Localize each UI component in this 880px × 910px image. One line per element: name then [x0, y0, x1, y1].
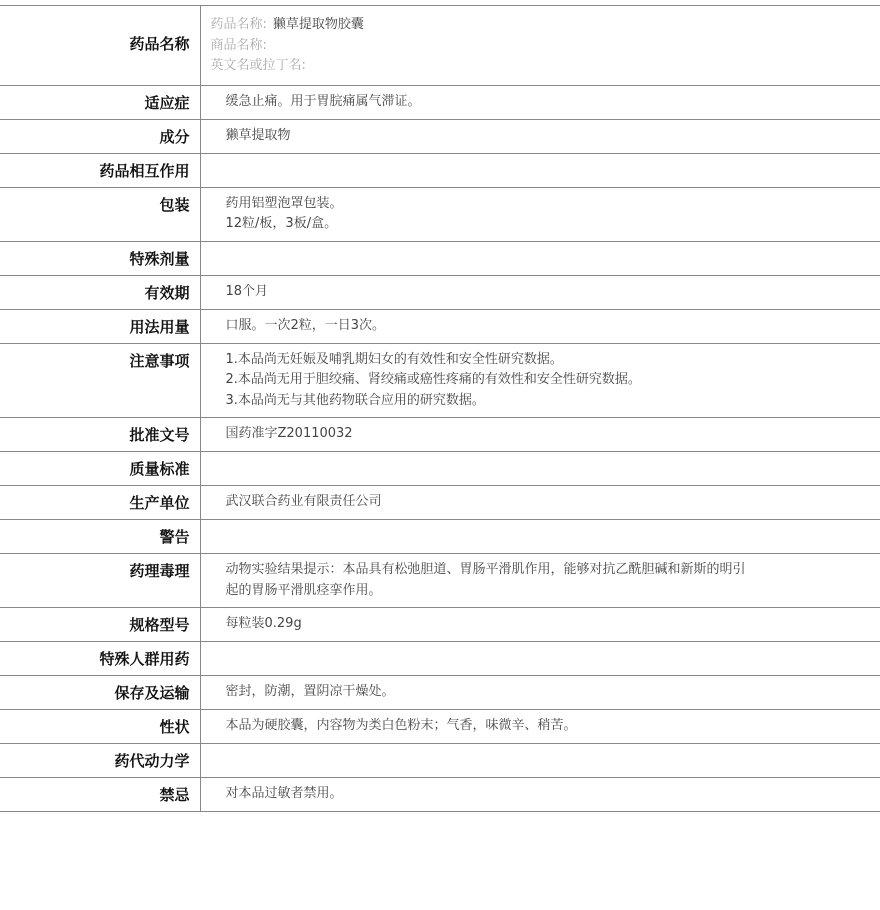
- row-label: 药代动力学: [0, 744, 200, 778]
- table-row: [0, 85, 880, 119]
- table-row: [0, 153, 880, 187]
- row-value: [200, 608, 880, 642]
- generic-name-line: [211, 15, 871, 36]
- table-row: [0, 744, 880, 778]
- value-line: 国药准字Z20110032: [225, 426, 353, 441]
- value-line: 药用铝塑泡罩包装。: [225, 195, 343, 211]
- row-label: 注意事项: [0, 343, 200, 418]
- row-value: [200, 778, 880, 812]
- value-line: 起的胃肠平滑肌痉挛作用。: [225, 582, 382, 598]
- table-row: [0, 452, 880, 486]
- table-row: [0, 554, 880, 608]
- generic-name-value: 獭草提取物胶囊: [272, 17, 364, 32]
- row-value: [200, 744, 880, 778]
- row-label: 有效期: [0, 275, 200, 309]
- value-line: 缓急止痛。用于胃脘痛属气滞证。: [225, 93, 421, 109]
- table-row: [0, 187, 880, 241]
- row-label: 禁忌: [0, 778, 200, 812]
- table-row: [0, 418, 880, 452]
- row-label: 药理毒理: [0, 554, 200, 608]
- value-line: 1.本品尚无妊娠及哺乳期妇女的有效性和安全性研究数据。: [225, 351, 563, 367]
- table-row: [0, 642, 880, 676]
- table-row: [0, 241, 880, 275]
- english-name-key: 英文名或拉丁名:: [210, 58, 306, 73]
- table-row: [0, 119, 880, 153]
- row-value: [200, 486, 880, 520]
- row-value: [200, 6, 880, 86]
- value-line: 本品为硬胶囊，内容物为类白色粉末；气香，味微辛、稍苦。: [225, 718, 577, 733]
- value-line: 每粒装0.29g: [225, 616, 302, 631]
- row-label: 批准文号: [0, 418, 200, 452]
- value-line: 对本品过敏者禁用。: [225, 786, 343, 801]
- row-label: 成分: [0, 119, 200, 153]
- row-label: 特殊剂量: [0, 241, 200, 275]
- row-label: 药品相互作用: [0, 153, 200, 187]
- row-label: 药品名称: [0, 6, 200, 86]
- row-value: [200, 309, 880, 343]
- row-label: 保存及运输: [0, 676, 200, 710]
- row-value: [200, 275, 880, 309]
- row-label: 规格型号: [0, 608, 200, 642]
- row-label: 适应症: [0, 85, 200, 119]
- row-value: [200, 119, 880, 153]
- row-value: [200, 153, 880, 187]
- table-row: [0, 676, 880, 710]
- value-line: 武汉联合药业有限责任公司: [225, 494, 382, 509]
- table-row: [0, 275, 880, 309]
- row-label: 警告: [0, 520, 200, 554]
- row-label: 性状: [0, 710, 200, 744]
- table-row: [0, 486, 880, 520]
- table-row: [0, 520, 880, 554]
- value-line: 动物实验结果提示：本品具有松弛胆道、胃肠平滑肌作用，能够对抗乙酰胆碱和新斯的明引: [225, 562, 746, 577]
- row-value: [200, 418, 880, 452]
- row-value: [200, 554, 880, 608]
- trade-name-line: [211, 36, 871, 57]
- value-line: 密封，防潮，置阴凉干燥处。: [225, 684, 395, 699]
- row-value: [200, 710, 880, 744]
- row-value: [200, 452, 880, 486]
- row-value: [200, 343, 880, 418]
- value-line: 18个月: [225, 283, 269, 299]
- value-line: 獭草提取物: [225, 127, 291, 143]
- row-value: [200, 676, 880, 710]
- row-label: 用法用量: [0, 309, 200, 343]
- value-line: 2.本品尚无用于胆绞痛、肾绞痛或癌性疼痛的有效性和安全性研究数据。: [225, 372, 641, 387]
- english-name-line: [211, 56, 871, 77]
- row-value: [200, 241, 880, 275]
- row-drug-name: [0, 6, 880, 86]
- row-value: [200, 187, 880, 241]
- value-line: 12粒/板，3板/盒。: [225, 216, 338, 231]
- value-line: 3.本品尚无与其他药物联合应用的研究数据。: [225, 392, 485, 408]
- row-label: 质量标准: [0, 452, 200, 486]
- table-row: [0, 710, 880, 744]
- row-value: [200, 85, 880, 119]
- trade-name-key: 商品名称:: [210, 37, 267, 53]
- row-value: [200, 642, 880, 676]
- row-label: 包装: [0, 187, 200, 241]
- row-label: 生产单位: [0, 486, 200, 520]
- drug-info-table: [0, 5, 880, 812]
- value-line: 口服。一次2粒，一日3次。: [225, 317, 386, 333]
- row-value: [200, 520, 880, 554]
- row-label: 特殊人群用药: [0, 642, 200, 676]
- table-row: [0, 309, 880, 343]
- generic-name-key: 药品名称:: [210, 17, 267, 32]
- table-row: [0, 343, 880, 418]
- table-row: [0, 778, 880, 812]
- table-row: [0, 608, 880, 642]
